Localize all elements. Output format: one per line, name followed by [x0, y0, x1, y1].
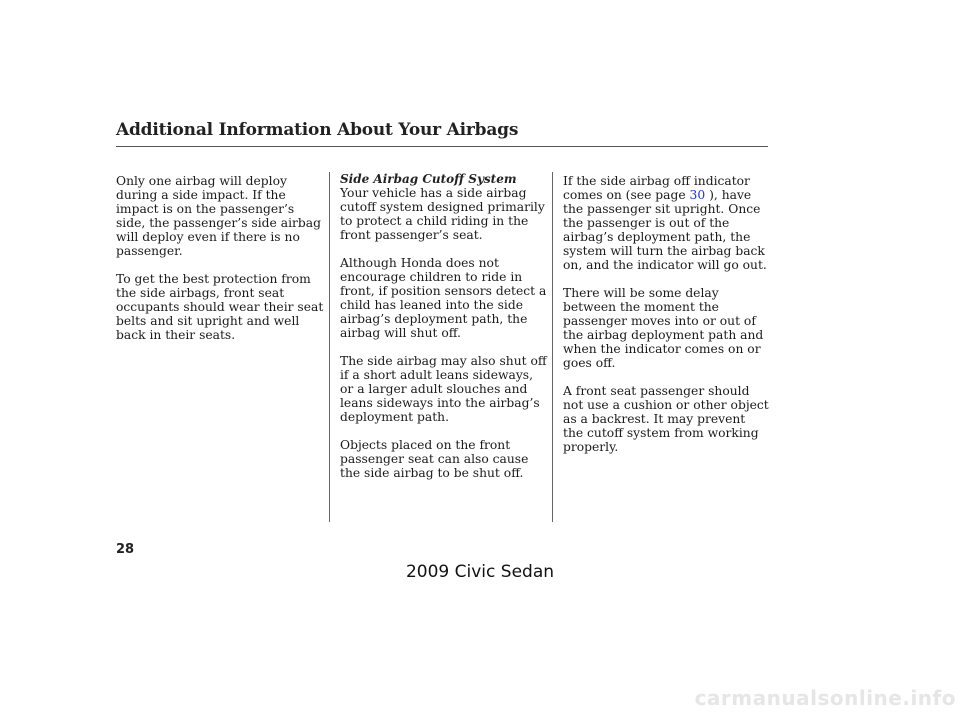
watermark: carmanualsonline.info — [694, 686, 956, 710]
column-left — [116, 174, 324, 356]
title-divider — [116, 146, 768, 147]
paragraph: The side airbag may also shut off if a short adult leans sideways, or a larger adult slouches and leans sideways into the airbag’s deployment path. — [340, 354, 547, 424]
paragraph-text: ), have the passenger sit upright. Once the passenger is out of the airbag’s deployment path, the system will turn the airbag back on, and the indicator will go out. — [563, 188, 767, 272]
paragraph: Only one airbag will deploy during a side impact. If the impact is on the passenger’s side, the passenger’s side airbag will deploy even if there is no passenger. — [116, 174, 321, 258]
paragraph: There will be some delay between the moment the passenger moves into or out of the airbag deployment path and when the indicator comes on or goes off. — [563, 286, 764, 370]
column-divider-left — [329, 172, 330, 522]
column-right — [563, 174, 769, 468]
paragraph: Although Honda does not encourage children to ride in front, if position sensors detect a child has leaned into the side airbag’s deployment path, the airbag will shut off. — [340, 256, 547, 340]
paragraph-text: If the side airbag off indicator comes on (see page — [563, 174, 750, 202]
column-divider-right — [552, 172, 553, 522]
paragraph: Your vehicle has a side airbag cutoff system designed primarily to protect a child riding in the front passenger’s seat. — [340, 186, 545, 242]
model-footer: 2009 Civic Sedan — [405, 562, 555, 582]
paragraph: Objects placed on the front passenger seat can also cause the side airbag to be shut off. — [340, 438, 529, 480]
section-subheading: Side Airbag Cutoff System — [340, 172, 517, 186]
paragraph: To get the best protection from the side airbags, front seat occupants should wear their seat belts and sit upright and well back in their seats. — [116, 272, 324, 342]
paragraph: A front seat passenger should not use a cushion or other object as a backrest. It may prevent the cutoff system from working properly. — [563, 384, 769, 454]
page-reference-link[interactable]: 30 — [689, 188, 706, 202]
paragraph-with-page-link — [563, 174, 769, 272]
page-title: Additional Information About Your Airbags — [116, 120, 519, 140]
column-middle — [340, 186, 550, 494]
page-number: 28 — [116, 542, 135, 557]
